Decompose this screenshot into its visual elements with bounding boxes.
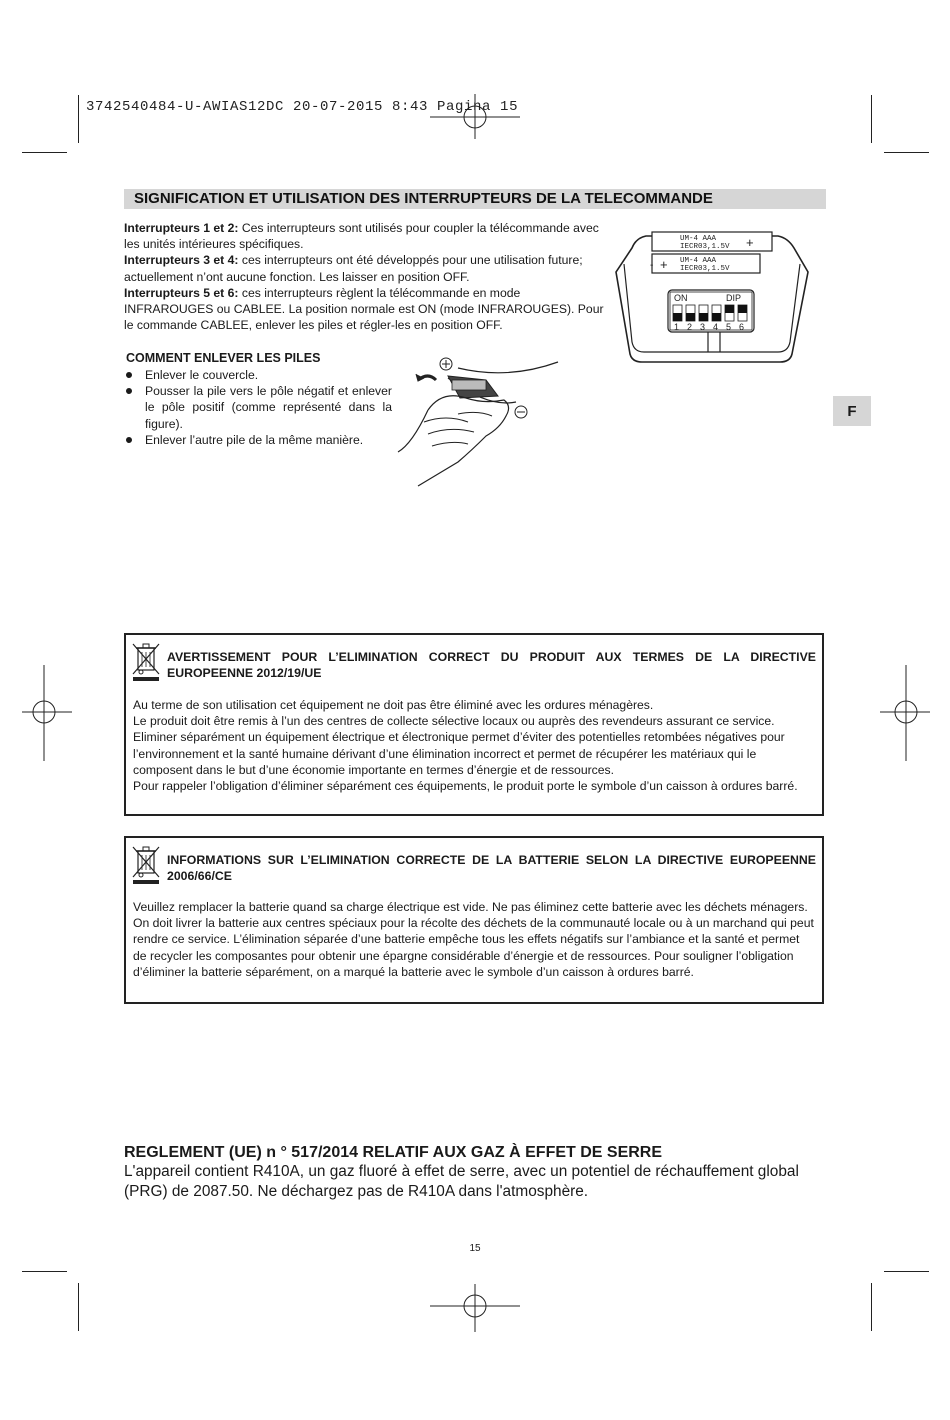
batteries-steps xyxy=(126,367,392,448)
dip-number-5: 5 xyxy=(726,322,732,332)
battery-2-minus: - xyxy=(650,260,654,271)
switch-5-6-paragraph xyxy=(124,285,607,334)
registration-mark-left xyxy=(22,665,72,761)
switch-1-2-paragraph xyxy=(124,220,607,252)
battery-1-spec: IECR03,1.5V xyxy=(680,243,730,251)
battery-disposal-box xyxy=(124,836,824,1004)
dip-number-2: 2 xyxy=(687,322,693,332)
dip-on-label: ON xyxy=(674,293,688,303)
switch-3-4-label: Interrupteurs 3 et 4: xyxy=(124,253,239,268)
list-item: Pousser la pile vers le pôle négatif et enlever le pôle positif (comme représenté dans la figure). xyxy=(126,383,392,432)
dip-number-3: 3 xyxy=(700,322,706,332)
switch-1-2-label: Interrupteurs 1 et 2: xyxy=(124,221,239,235)
weee-title: AVERTISSEMENT POUR L’ELIMINATION CORRECT DU PRODUIT AUX TERMES DE LA DIRECTIVE EUROPEENNE 2012/19/UE xyxy=(167,650,816,681)
regulation-text: L'appareil contient R410A, un gaz fluoré à effet de serre, avec un potentiel de réchauffement global (PRG) de 2087.50. Ne déchargez pas de R410A dans l'atmosphère. xyxy=(124,1163,799,1200)
dip-switch-knob-6 xyxy=(738,305,747,313)
battery-2-plus: + xyxy=(660,257,668,272)
battery-2-label: UM-4 AAA xyxy=(680,257,717,265)
print-header: 3742540484-U-AWIAS12DC 20-07-2015 8:43 Pagina 15 xyxy=(86,99,519,115)
dip-label: DIP xyxy=(726,293,742,303)
battery-2-spec: IECR03,1.5V xyxy=(680,265,730,273)
battery-disposal-title: INFORMATIONS SUR L’ELIMINATION CORRECTE DE LA BATTERIE SELON LA DIRECTIVE EUROPEENNE 2006/66/CE xyxy=(167,853,816,884)
language-tab: F xyxy=(833,396,871,426)
regulation-title: REGLEMENT (UE) n ° 517/2014 RELATIF AUX GAZ À EFFET DE SERRE xyxy=(124,1144,663,1161)
crossed-out-bin-icon xyxy=(131,843,161,885)
page-number: 15 xyxy=(469,1243,481,1254)
switch-3-4-paragraph xyxy=(124,252,607,284)
batteries-title: COMMENT ENLEVER LES PILES xyxy=(126,351,321,365)
switch-1-2-text: Ces interrupteurs sont utilisés pour coupler la télécommande avec les unités intérieures spécifiques. xyxy=(124,221,599,252)
weee-warning-box xyxy=(124,633,824,816)
switch-5-6-text: ces interrupteurs règlent la télécommande en mode INFRAROUGES ou CABLEE. La position normale est ON (mode INFRAROUGES). Pour le commande CABLEE, enlever les piles et régler-les en position OFF. xyxy=(124,285,604,333)
list-item: Enlever le couvercle. xyxy=(126,367,392,383)
battery-disposal-body: Veuillez remplacer la batterie quand sa charge électrique est vide. Ne pas éliminez cette batterie avec les déchets ménagers. On doit livrer la batterie aux centres spéciaux pour la récolte des déchets de la communauté locale ou à un marchand qui peut rendre ce service. L’élimination séparée d’une batterie empêche tous les effets négatifs sur l’ambiance et la santé et permet de recycler les composantes pour obtenir une épargne considérable d’énergie et de ressources. Pour souligner l’obligation d’éliminer la batterie séparément, on a marqué la batterie avec le symbole d’un caisson à ordures barré. xyxy=(133,900,814,979)
dip-number-1: 1 xyxy=(674,322,680,332)
battery-1-label: UM-4 AAA xyxy=(680,235,717,243)
dip-switch-knob-1 xyxy=(673,313,682,321)
registration-mark-right xyxy=(880,665,930,761)
dip-switch-knob-4 xyxy=(712,313,721,321)
dip-switch-knob-3 xyxy=(699,313,708,321)
crossed-out-bin-icon xyxy=(131,640,161,682)
hand-removing-battery-illustration xyxy=(388,350,563,490)
switches-description xyxy=(124,220,607,333)
list-item: Enlever l’autre pile de la même manière. xyxy=(126,432,392,448)
dip-number-6: 6 xyxy=(739,322,745,332)
registration-mark-bottom xyxy=(425,1280,525,1340)
weee-body: Au terme de son utilisation cet équipement ne doit pas être éliminé avec les ordures ménagères. Le produit doit être remis à l’un des centres de collecte sélective locaux ou auprès des revendeurs assurant ce service. Eliminer séparément un équipement électrique et électronique permet d’éviter des potentielles retombées négatives pour l’environnement et la santé humaine dérivant d’une élimination incorrect et permet de récupérer les matériaux qui le composent dans le but d’une économie importante en termes d’énergie et de ressources. Pour rappeler l’obligation d’éliminer séparément ces équipements, le produit porte le symbole d’un caisson à ordures barré. xyxy=(133,698,798,794)
switch-3-4-text: ces interrupteurs ont été développés pour une utilisation future; actuellement n’ont aucune fonction. Les laisser en position OFF. xyxy=(124,253,583,284)
battery-1-plus: + xyxy=(746,235,754,250)
dip-switch-knob-2 xyxy=(686,313,695,321)
switch-5-6-label: Interrupteurs 5 et 6: xyxy=(124,285,239,300)
section-title-bar xyxy=(124,189,826,209)
dip-switch-knob-5 xyxy=(725,305,734,313)
remote-battery-compartment-figure xyxy=(612,220,812,372)
section-title: SIGNIFICATION ET UTILISATION DES INTERRUPTEURS DE LA TELECOMMANDE xyxy=(134,190,713,207)
dip-number-4: 4 xyxy=(713,322,719,332)
